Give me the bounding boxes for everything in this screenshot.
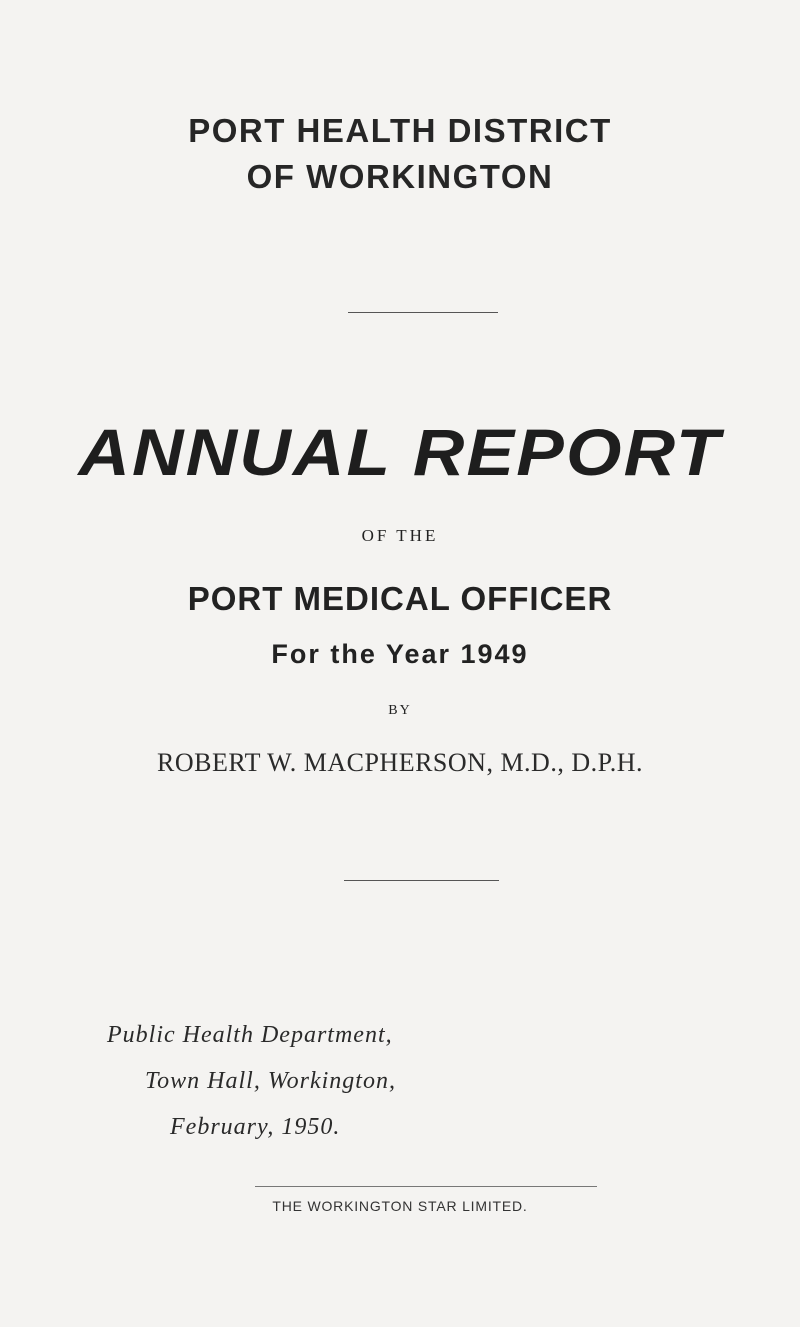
by-label: BY xyxy=(388,703,412,718)
address-line-3: February, 1950. xyxy=(170,1114,341,1140)
printer-imprint: THE WORKINGTON STAR LIMITED. xyxy=(272,1198,528,1214)
year-line: For the Year 1949 xyxy=(271,639,529,669)
divider-middle xyxy=(344,880,499,881)
header-line-2: OF WORKINGTON xyxy=(246,158,554,195)
address-line-1: Public Health Department, xyxy=(107,1022,393,1048)
divider-bottom xyxy=(255,1186,597,1187)
address-line-2: Town Hall, Workington, xyxy=(145,1068,396,1094)
divider-top xyxy=(348,312,498,313)
header-line-1: PORT HEALTH DISTRICT xyxy=(188,112,612,149)
report-title: ANNUAL REPORT xyxy=(78,415,722,489)
of-the-label: OF THE xyxy=(361,526,439,545)
officer-title: PORT MEDICAL OFFICER xyxy=(187,580,613,617)
author-name: ROBERT W. MACPHERSON, M.D., D.P.H. xyxy=(157,748,643,777)
